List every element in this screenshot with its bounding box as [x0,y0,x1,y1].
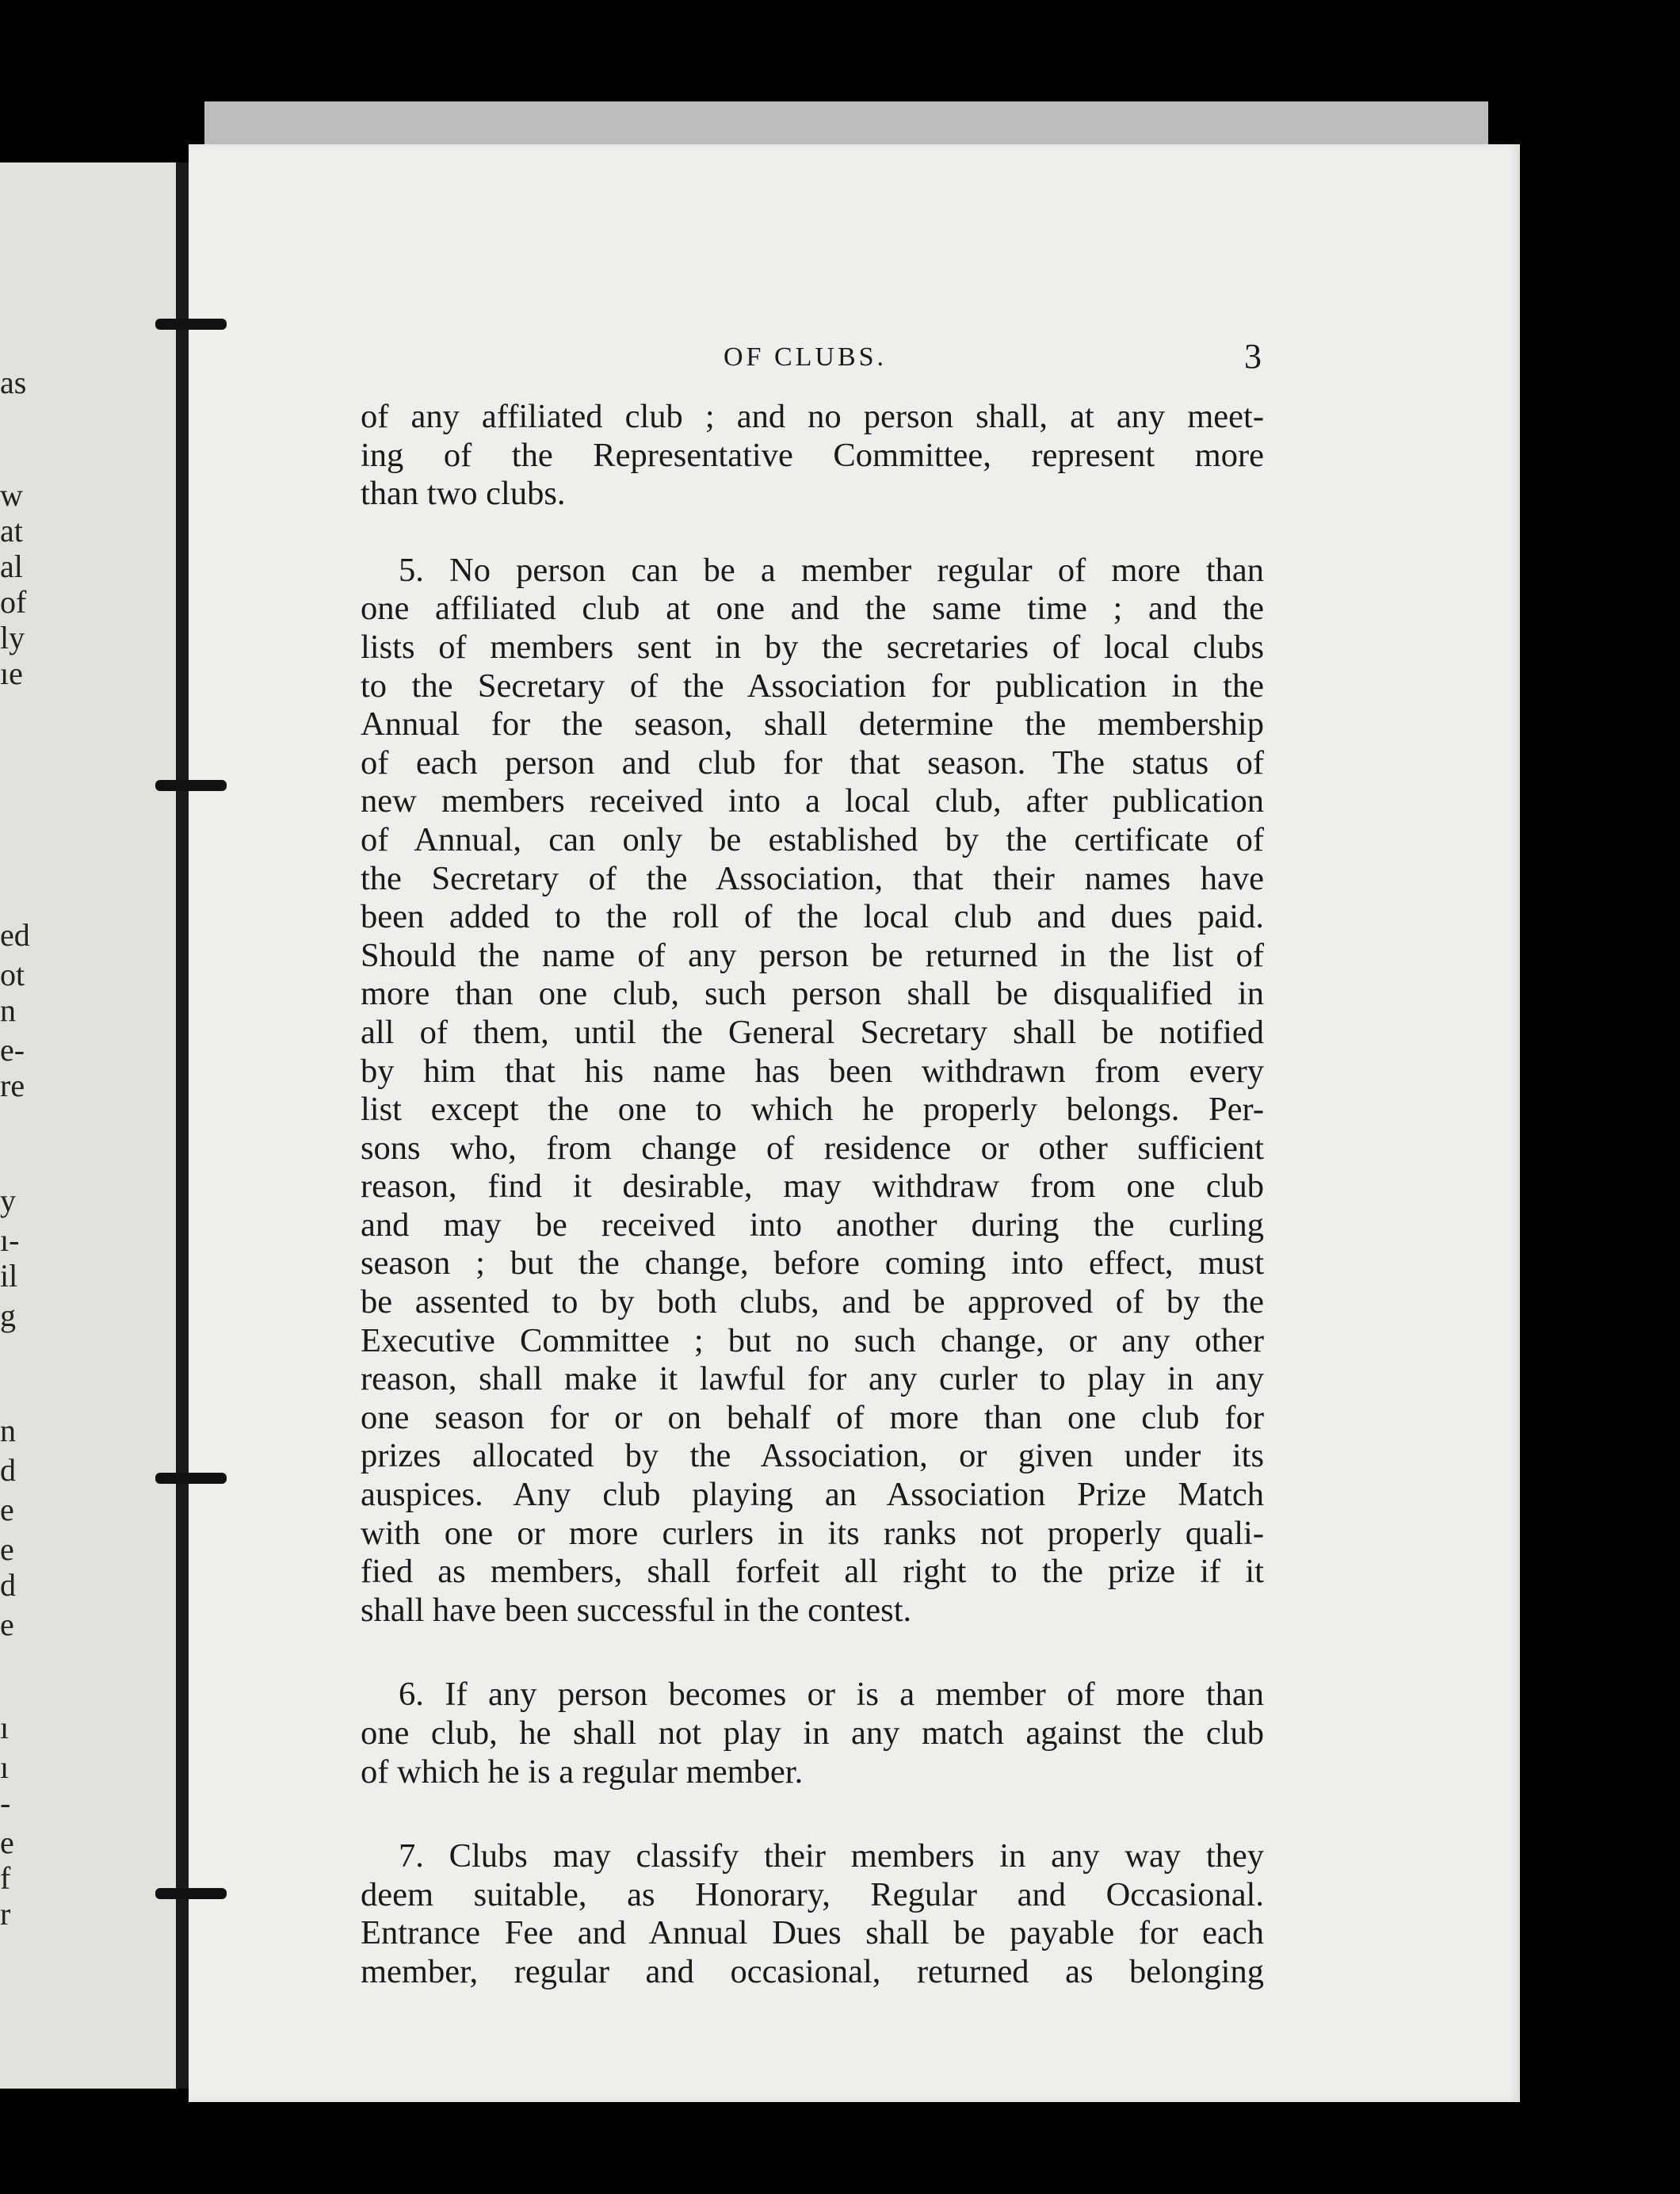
body-text [361,398,1264,1992]
facing-page-fragment: e [0,1607,14,1642]
text-line: shall have been successful in the contest. [361,1591,912,1629]
paragraph-rule-6 [361,1676,1264,1791]
text-line: deem suitable, as Honorary, Regular and Occasional. [361,1875,1264,1913]
facing-page-fragment: d [0,1567,16,1603]
text-line: auspices. Any club playing an Association Prize Match [361,1476,1264,1514]
page-header [189,337,1520,390]
facing-page-fragment: e [0,1492,14,1527]
facing-page-fragment: ly [0,620,25,656]
facing-page-fragment: ı [0,1710,10,1745]
facing-page-fragment: e [0,1825,14,1860]
text-line: Executive Committee ; but no such change, or any other [361,1321,1264,1359]
paragraph-continued [361,398,1264,514]
text-line: 5. No person can be a member regular of more than [399,551,1264,589]
text-line: of Annual, can only be established by the certificate of [361,820,1264,858]
text-line: list except the one to which he properly belongs. Per- [361,1091,1264,1129]
text-line: season ; but the change, before coming into effect, must [361,1244,1264,1282]
page-number: 3 [1244,337,1262,376]
facing-page-fragment: ed [0,917,30,953]
binding-stitch [155,1888,227,1899]
text-line: than two clubs. [361,475,566,513]
text-line: prizes allocated by the Association, or given under its [361,1437,1264,1475]
facing-page-fragment: d [0,1452,16,1488]
facing-page-fragment: al [0,548,23,584]
facing-page-fragment: r [0,1896,11,1932]
facing-page-fragment: g [0,1298,16,1333]
facing-page-fragment: re [0,1068,25,1103]
facing-page-fragment: e [0,1531,14,1567]
book-top-edge [204,101,1488,151]
text-line: member, regular and occasional, returned as belonging [361,1952,1264,1990]
binding-stitch [155,319,227,330]
text-line: reason, find it desirable, may withdraw from one club [361,1168,1264,1206]
text-line: more than one club, such person shall be disqualified in [361,975,1264,1013]
facing-page-fragment: e- [0,1032,25,1068]
facing-page [0,162,178,2089]
text-line: ing of the Representative Committee, represent more [361,436,1264,474]
text-line: by him that his name has been withdrawn from every [361,1052,1264,1090]
facing-page-fragment: ı- [0,1222,20,1258]
facing-page-fragment: at [0,513,23,548]
facing-page-fragment: ı [0,1749,10,1785]
binding-stitch [155,1473,227,1484]
facing-page-fragment: y [0,1183,16,1218]
text-line: reason, shall make it lawful for any curler to play in any [361,1360,1264,1398]
text-line: of which he is a regular member. [361,1753,804,1791]
text-line: Annual for the season, shall determine the membership [361,705,1264,743]
facing-page-fragment: il [0,1258,18,1294]
text-line: to the Secretary of the Association for publication in the [361,667,1264,705]
text-line: lists of members sent in by the secretaries of local clubs [361,628,1264,666]
facing-page-fragment: as [0,365,27,400]
text-line: with one or more curlers in its ranks not properly quali- [361,1514,1264,1552]
text-line: and may be received into another during the curling [361,1206,1264,1244]
facing-page-fragment: n [0,1412,16,1448]
facing-page-fragment: f [0,1860,11,1896]
text-line: of any affiliated club ; and no person shall, at any meet- [361,398,1264,435]
paragraph-rule-7 [361,1837,1264,1991]
text-line: one affiliated club at one and the same time ; and the [361,590,1264,628]
text-line: new members received into a local club, after publication [361,782,1264,820]
text-line: Should the name of any person be returned in the list of [361,936,1264,974]
text-line: one club, he shall not play in any match against the club [361,1714,1264,1752]
text-line: 7. Clubs may classify their members in any way they [399,1837,1264,1875]
facing-page-fragment: - [0,1785,11,1821]
book-gutter [176,162,189,2089]
text-line: be assented to by both clubs, and be approved of by the [361,1283,1264,1321]
binding-stitch [155,780,227,791]
paragraph-rule-5 [361,552,1264,1630]
facing-page-fragment: of [0,584,27,620]
text-line: the Secretary of the Association, that their names have [361,859,1264,897]
running-title: OF CLUBS. [724,342,888,372]
text-line: sons who, from change of residence or other sufficient [361,1129,1264,1167]
text-line: fied as members, shall forfeit all right to the prize if it [361,1553,1264,1591]
text-line: of each person and club for that season. The status of [361,743,1264,782]
text-line: 6. If any person becomes or is a member of more than [399,1676,1264,1714]
text-line: been added to the roll of the local club and dues paid. [361,898,1264,936]
book-page [189,144,1520,2102]
facing-page-fragment: ot [0,957,25,992]
facing-page-fragment: n [0,992,16,1028]
facing-page-fragment: ıe [0,656,23,691]
facing-page-fragment: w [0,477,23,513]
text-line: one season for or on behalf of more than one club for [361,1398,1264,1436]
text-line: all of them, until the General Secretary shall be notified [361,1013,1264,1051]
text-line: Entrance Fee and Annual Dues shall be payable for each [361,1914,1264,1952]
